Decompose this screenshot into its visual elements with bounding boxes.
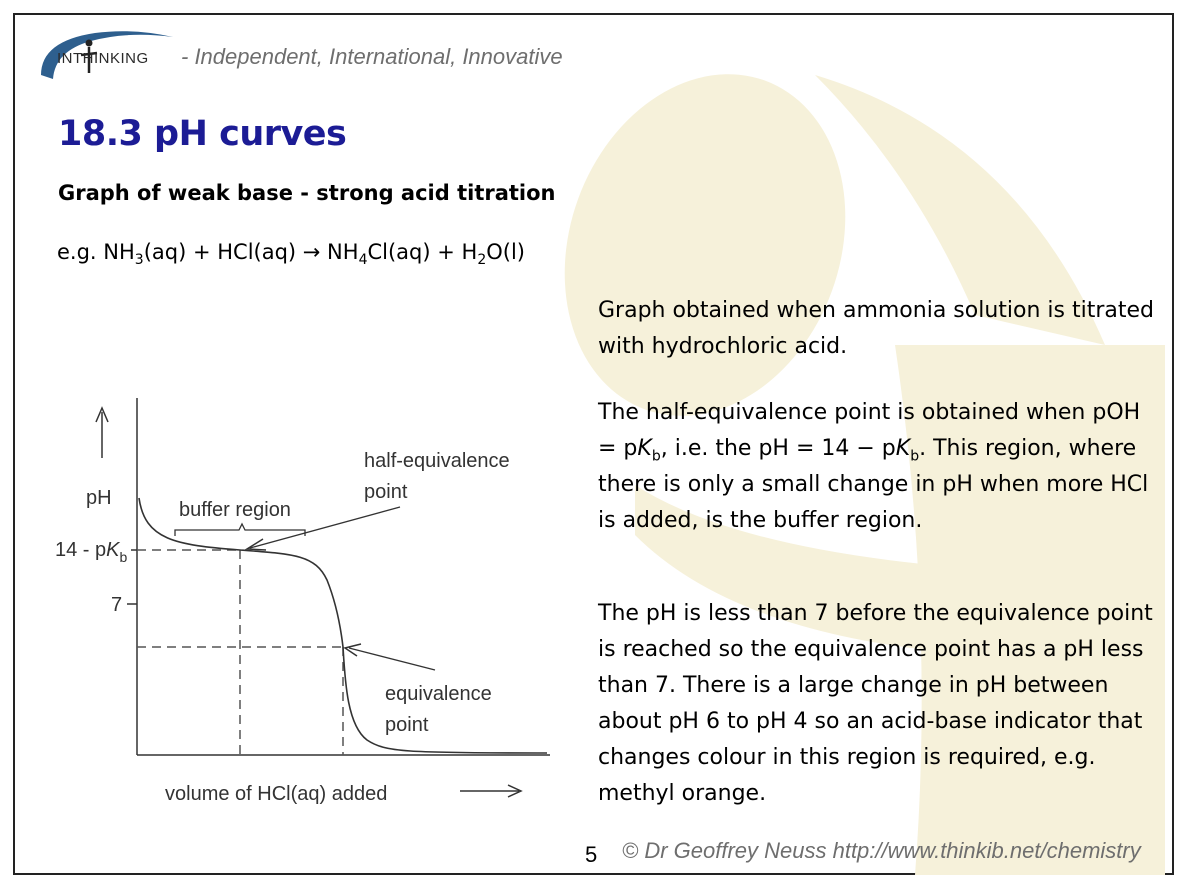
equation-sub: 4 [358,252,368,269]
paragraph-text: The half-equivalence point is obtained when pOH = p [598,400,1141,461]
x-axis-label: volume of HCl(aq) added [165,783,388,805]
kb-symbol: K [895,436,911,461]
kb-subscript: b [651,448,661,465]
tick-label-14-pkb [55,539,128,565]
equivalence-label: equivalence [385,683,492,705]
paragraph-text: . This region, where there is only a small change in pH when more HCl is added, is the buffer region. [598,436,1149,533]
paragraph-text: , i.e. the pH = 14 − p [660,436,896,461]
page-title: 18.3 pH curves [58,114,347,154]
equation-sub: 3 [134,252,144,269]
tick-sub: b [119,549,128,565]
page-number: 5 [585,842,598,867]
tick-k: K [106,539,120,561]
paragraph-equivalence-point: The pH is less than 7 before the equivalence point is reached so the equivalence point has a pH less than 7. There is a large change in pH between about pH 6 to pH 4 so an acid-base indicator that changes colour in this region is required, e.g. methyl orange. [598,601,1153,806]
paragraph-half-equivalence [598,395,1158,539]
equation-text: Cl(aq) + H [367,240,478,264]
half-equivalence-label-line2: point [364,481,408,503]
tick-text: 14 - p [55,539,107,561]
equation-text: e.g. NH [57,240,135,264]
equation-sub: 2 [477,252,487,269]
kb-subscript: b [910,448,920,465]
slide [13,13,1174,875]
paragraph-graph-description: Graph obtained when ammonia solution is titrated with hydrochloric acid. [598,298,1154,359]
equivalence-arrow [349,648,435,670]
tick-label-7: 7 [111,594,123,616]
logo-text: INTHINKING [57,50,149,67]
tagline: - Independent, International, Innovative [181,44,563,69]
buffer-region-label: buffer region [179,499,291,521]
reaction-equation [57,240,525,268]
buffer-region-brace [175,524,305,536]
equation-text: (aq) + HCl(aq) → NH [143,240,359,264]
kb-symbol: K [637,436,652,461]
copyright-text: © Dr Geoffrey Neuss http://www.thinkib.net/chemistry [622,838,1141,863]
half-equivalence-label: half-equivalence [364,450,510,472]
y-axis-label: pH [86,487,112,509]
subtitle: Graph of weak base - strong acid titration [58,181,556,205]
equation-text: O(l) [486,240,525,264]
equivalence-label-line2: point [385,714,429,736]
ph-curve-diagram [55,380,575,805]
